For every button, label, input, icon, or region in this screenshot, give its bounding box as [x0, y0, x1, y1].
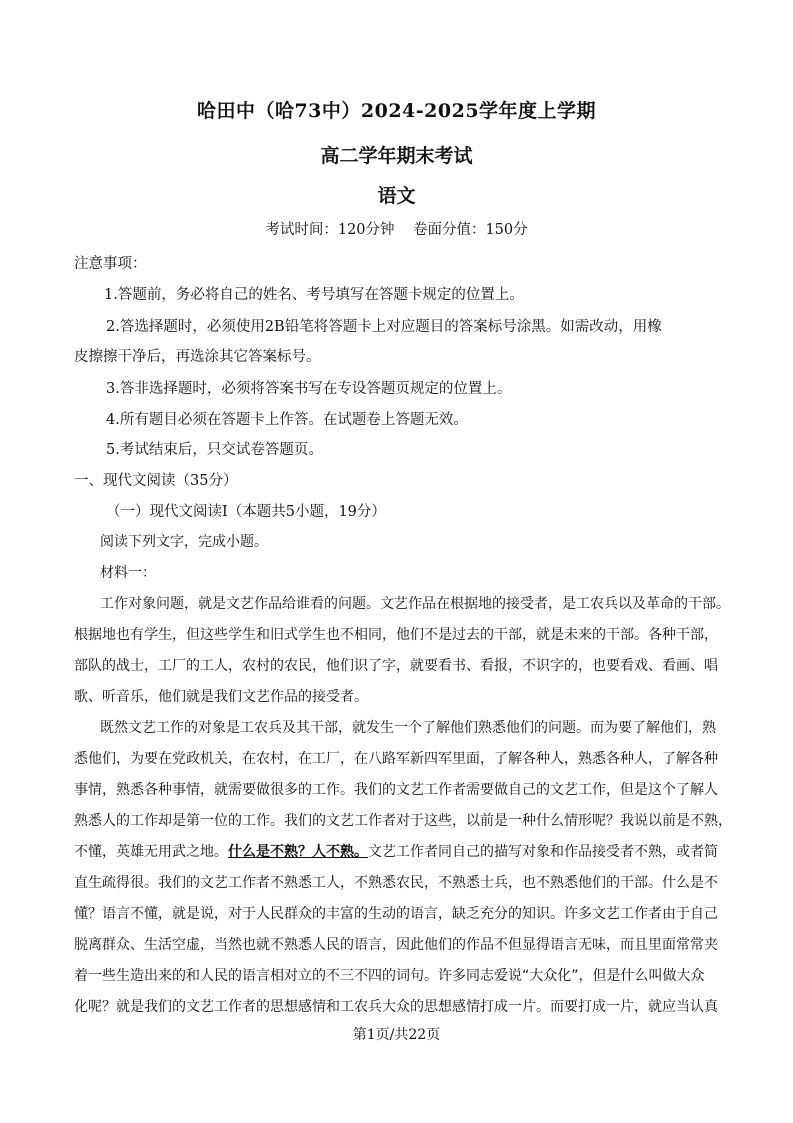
notice-heading: 注意事项： — [74, 256, 147, 272]
exam-subtitle: 高二学年期末考试 — [320, 145, 473, 167]
exam-info: 考试时间：120分钟 卷面分值：150分 — [265, 222, 528, 238]
paragraph-line: 脱离群众、生活空虚，当然也就不熟悉人民的语言，因此他们的作品不但显得语言无味，而且里面常常夹 — [74, 937, 718, 953]
paragraph-line: 事情，熟悉各种事情，就需要做很多的工作。我们的文艺工作者需要做自己的文艺工作，但是这个了解人 — [74, 782, 718, 798]
paragraph-line: 化呢？就是我们的文艺工作者的思想感情和工农兵大众的思想感情打成一片。而要打成一片，就应当认真 — [74, 999, 718, 1015]
material-label: 材料一： — [100, 565, 156, 581]
notice-item: 5.考试结束后，只交试卷答题页。 — [106, 442, 323, 458]
paragraph-line: 直生疏得很。我们的文艺工作者不熟悉工人，不熟悉农民，不熟悉士兵，也不熟悉他们的干部。什么是不 — [74, 875, 718, 891]
paragraph-line: 根据地也有学生，但这些学生和旧式学生也不相同，他们不是过去的干部，就是未来的干部。各种干部， — [74, 627, 718, 643]
notice-item: 1.答题前，务必将自己的姓名、考号填写在答题卡规定的位置上。 — [104, 287, 524, 303]
reading-instruction: 阅读下列文字，完成小题。 — [100, 534, 268, 550]
paragraph-line: 工作对象问题，就是文艺作品给谁看的问题。文艺作品在根据地的接受者，是工农兵以及革命的干部。 — [100, 596, 730, 612]
notice-item-continued: 皮擦擦干净后，再选涂其它答案标号。 — [74, 349, 321, 365]
paragraph-line: 着一些生造出来的和人民的语言相对立的不三不四的词句。许多同志爱说“大众化”，但是什么叫做大众 — [74, 968, 705, 984]
line-text: 不懂，英雄无用武之地。 — [74, 844, 228, 860]
subsection-heading: （一）现代文阅读Ⅰ（本题共5小题，19分） — [106, 504, 386, 520]
notice-item: 3.答非选择题时，必须将答案书写在专设答题页规定的位置上。 — [106, 381, 512, 397]
line-text: 文艺工作者同自己的描写对象和作品接受者不熟，或者简 — [368, 844, 718, 860]
section-heading: 一、现代文阅读（35分） — [74, 473, 238, 489]
paragraph-line — [74, 841, 718, 861]
exam-title: 哈田中（哈73中）2024-2025学年度上学期 — [196, 100, 597, 122]
paragraph-line: 悉他们，为要在党政机关，在农村，在工厂，在八路军新四军里面，了解各种人，熟悉各种人，了解各种 — [74, 751, 718, 767]
paragraph-line: 熟悉人的工作却是第一位的工作。我们的文艺工作者对于这些，以前是一种什么情形呢？我说以前是不熟， — [74, 813, 732, 829]
notice-item: 4.所有题目必须在答题卡上作答。在试题卷上答题无效。 — [106, 412, 468, 428]
notice-item: 2.答选择题时，必须使用2B铅笔将答题卡上对应题目的答案标号涂黑。如需改动，用橡 — [106, 319, 662, 335]
paragraph-line: 部队的战士，工厂的工人，农村的农民，他们识了字，就要看书、看报，不识字的，也要看戏、看画、唱 — [74, 658, 718, 674]
page-number: 第1页/共22页 — [352, 1027, 441, 1043]
paragraph-line: 既然文艺工作的对象是工农兵及其干部，就发生一个了解他们熟悉他们的问题。而为要了解他们，熟 — [100, 720, 716, 736]
subject-title: 语文 — [377, 185, 416, 207]
underlined-quote: 什么是不熟？人不熟。 — [228, 844, 368, 860]
paragraph-line: 歌、听音乐，他们就是我们文艺作品的接受者。 — [74, 689, 368, 705]
paragraph-line: 懂？语言不懂，就是说，对于人民群众的丰富的生动的语言，缺乏充分的知识。许多文艺工作者由于自己 — [74, 906, 718, 922]
